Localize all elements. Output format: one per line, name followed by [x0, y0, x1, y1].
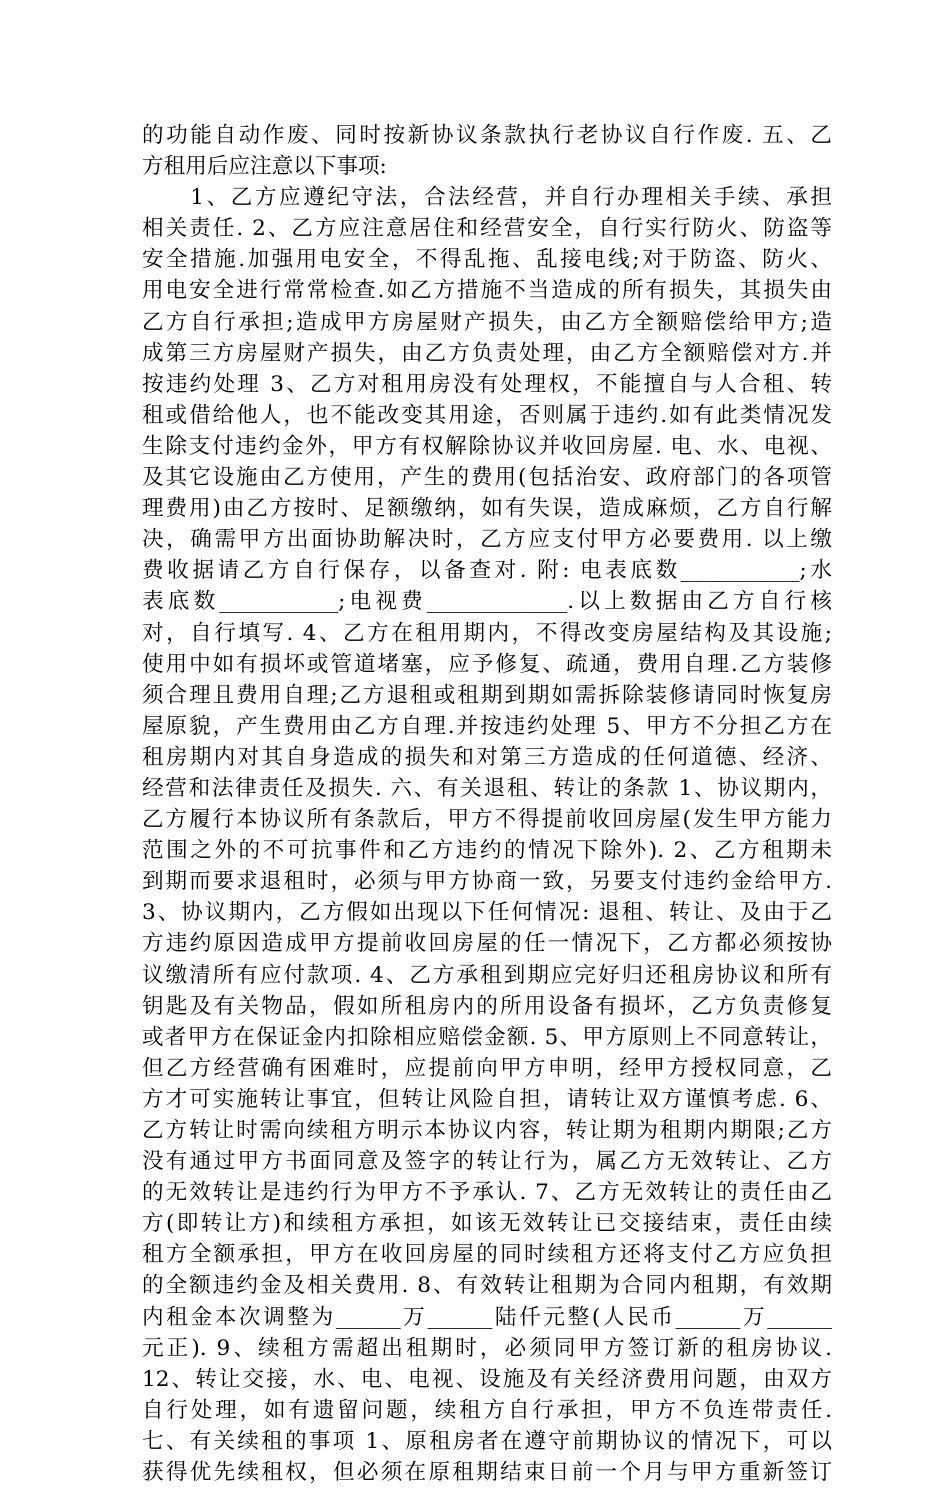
text-line-29: 钥匙及有关物品，假如所租房内的所用设备有损坏，乙方负责修复	[142, 993, 832, 1019]
text-line-12: 及其它设施由乙方使用，产生的费用(包括治安、政府部门的各项管	[142, 465, 832, 491]
text-line-15: 费收据请乙方自行保存，以备查对. 附: 电表底数___________;水	[142, 558, 832, 584]
text-line-11: 生除支付违约金外，甲方有权解除协议并收回房屋. 电、水、电视、	[142, 433, 832, 459]
text-line-3: 1、乙方应遵纪守法，合法经营，并自行办理相关手续、承担	[142, 185, 832, 211]
text-line-24: 范围之外的不可抗事件和乙方违约的情况下除外). 2、乙方租期未	[142, 838, 832, 864]
text-line-17: 对，自行填写. 4、乙方在租用期内，不得改变房屋结构及其设施;	[142, 620, 832, 646]
text-line-2: 方租用后应注意以下事项:	[142, 154, 387, 180]
text-line-42: 自行处理，如有遗留问题，续租方自行承担，甲方不负连带责任.	[142, 1397, 832, 1423]
contract-body-text	[142, 120, 832, 1488]
text-line-28: 议缴清所有应付款项. 4、乙方承租到期应完好归还租房协议和所有	[142, 962, 832, 988]
text-line-41: 12、转让交接，水、电、电视、设施及有关经济费用问题，由双方	[142, 1366, 832, 1392]
text-line-21: 租房期内对其自身造成的损失和对第三方造成的任何道德、经济、	[142, 744, 832, 770]
text-line-18: 使用中如有损坏或管道堵塞，应予修复、疏通，费用自理.乙方装修	[142, 651, 832, 677]
text-line-39: 内租金本次调整为______万______陆仟元整(人民币______万______	[142, 1304, 832, 1330]
text-line-26: 3、协议期内，乙方假如出现以下任何情况: 退租、转让、及由于乙	[142, 900, 832, 926]
text-line-35: 的无效转让是违约行为甲方不予承认. 7、乙方无效转让的责任由乙	[142, 1180, 832, 1206]
text-line-14: 决，确需甲方出面协助解决时，乙方应支付甲方必要费用. 以上缴	[142, 527, 832, 553]
text-line-9: 按违约处理 3、乙方对租用房没有处理权，不能擅自与人合租、转	[142, 371, 832, 397]
text-line-38: 的全额违约金及相关费用. 8、有效转让租期为合同内租期，有效期	[142, 1273, 832, 1299]
text-line-23: 乙方履行本协议所有条款后，甲方不得提前收回房屋(发生甲方能力	[142, 807, 832, 833]
text-line-7: 乙方自行承担;造成甲方房屋财产损失，由乙方全额赔偿给甲方;造	[142, 309, 832, 335]
text-line-13: 理费用)由乙方按时、足额缴纳，如有失误，造成麻烦，乙方自行解	[142, 496, 832, 522]
text-line-32: 方才可实施转让事宜，但转让风险自担，请转让双方谨慎考虑. 6、	[142, 1086, 832, 1112]
text-line-33: 乙方转让时需向续租方明示本协议内容，转让期为租期内期限;乙方	[142, 1118, 832, 1143]
text-line-6: 用电安全进行常常检查.如乙方措施不当造成的所有损失，其损失由	[142, 278, 832, 304]
text-line-20: 屋原貌，产生费用由乙方自理.并按违约处理 5、甲方不分担乙方在	[142, 713, 832, 739]
text-line-37: 租方全额承担，甲方在收回房屋的同时续租方还将支付乙方应负担	[142, 1242, 832, 1268]
text-line-36: 方(即转让方)和续租方承担，如该无效转让已交接结束，责任由续	[142, 1211, 832, 1237]
text-line-1: 的功能自动作废、同时按新协议条款执行老协议自行作废. 五、乙	[142, 123, 832, 148]
text-line-31: 但乙方经营确有困难时，应提前向甲方申明，经甲方授权同意，乙	[142, 1055, 832, 1081]
text-line-30: 或者甲方在保证金内扣除相应赔偿金额. 5、甲方原则上不同意转让，	[142, 1024, 832, 1050]
text-line-16: 表底数___________;电视费_____________.以上数据由乙方自行核	[142, 589, 832, 615]
text-line-22: 经营和法律责任及损失. 六、有关退租、转让的条款 1、协议期内，	[142, 775, 832, 801]
text-line-19: 须合理且费用自理;乙方退租或租期到期如需拆除装修请同时恢复房	[142, 682, 832, 708]
text-line-5: 安全措施.加强用电安全，不得乱拖、乱接电线;对于防盗、防火、	[142, 247, 832, 273]
text-line-8: 成第三方房屋财产损失，由乙方负责处理，由乙方全额赔偿对方.并	[142, 340, 832, 366]
text-line-25: 到期而要求退租时，必须与甲方协商一致，另要支付违约金给甲方.	[142, 869, 832, 895]
text-line-34: 没有通过甲方书面同意及签字的转让行为，属乙方无效转让、乙方	[142, 1149, 832, 1175]
text-line-4: 相关责任. 2、乙方应注意居住和经营安全，自行实行防火、防盗等	[142, 216, 832, 242]
text-line-40: 元正). 9、续租方需超出租期时，必须同甲方签订新的租房协议.	[142, 1335, 832, 1361]
text-line-44: 获得优先续租权，但必须在原租期结束日前一个月与甲方重新签订	[142, 1460, 832, 1486]
text-line-27: 方违约原因造成甲方提前收回房屋的任一情况下，乙方都必须按协	[142, 931, 832, 957]
text-line-10: 租或借给他人，也不能改变其用途，否则属于违约.如有此类情况发	[142, 402, 832, 428]
text-line-43: 七、有关续租的事项 1、原租房者在遵守前期协议的情况下，可以	[142, 1428, 832, 1454]
